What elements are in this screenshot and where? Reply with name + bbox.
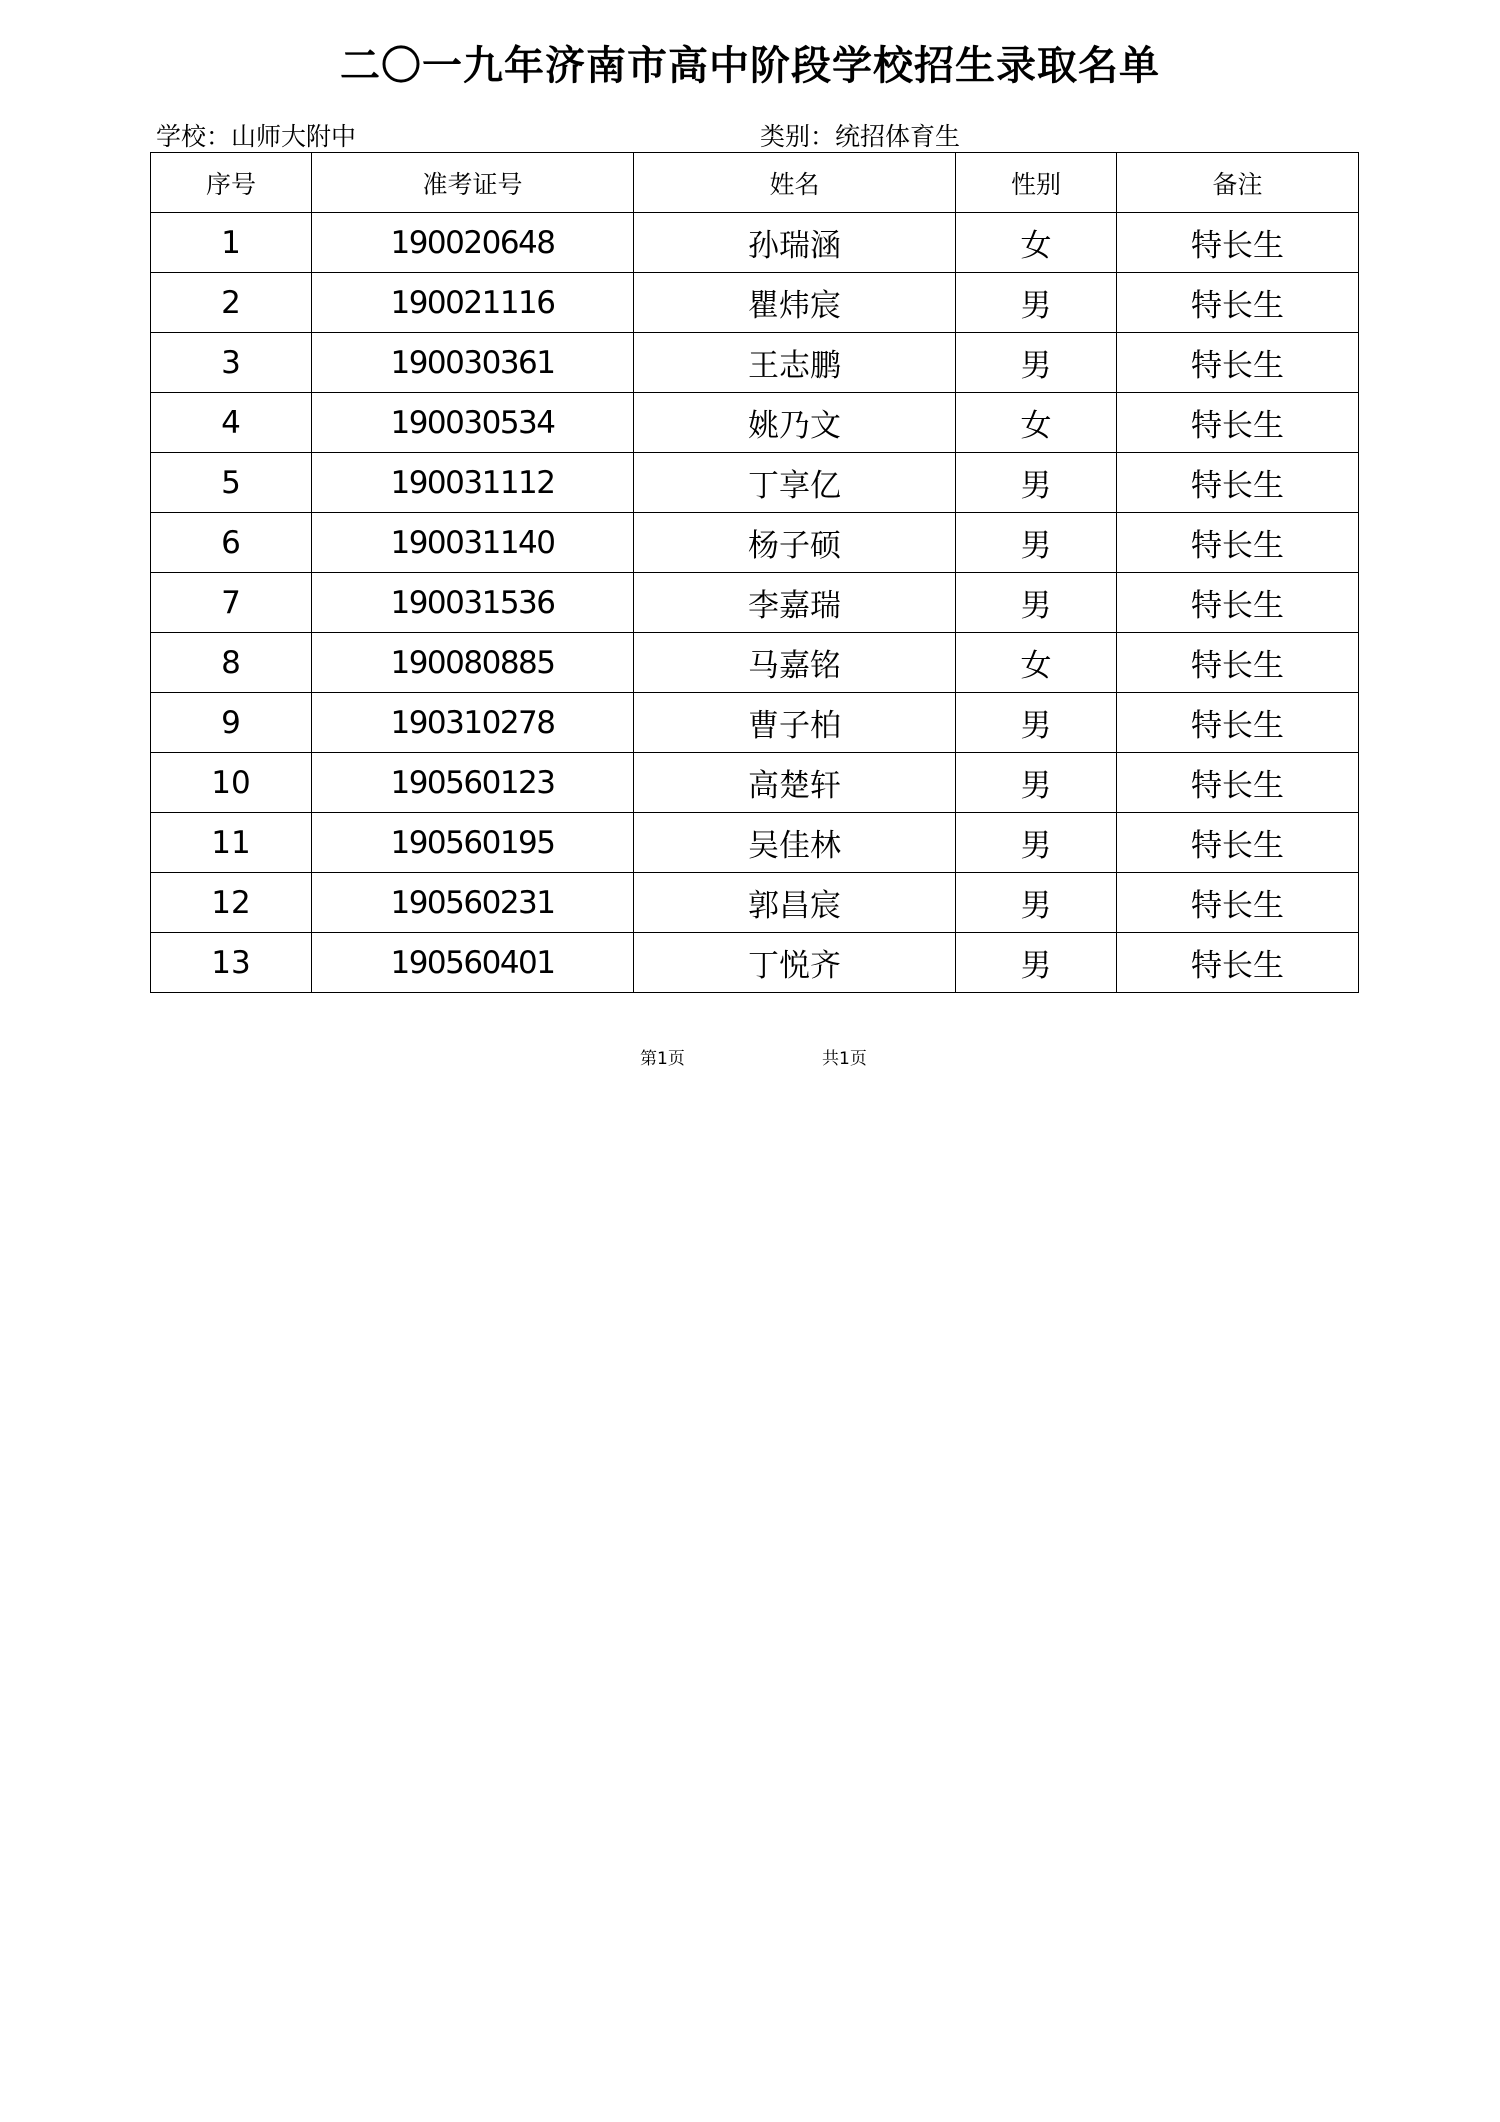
cell-serial: 8 xyxy=(151,633,312,693)
cell-gender: 男 xyxy=(956,573,1117,633)
cell-gender: 男 xyxy=(956,273,1117,333)
table-row xyxy=(151,273,1359,333)
cell-name: 曹子柏 xyxy=(634,693,956,753)
table-row xyxy=(151,633,1359,693)
cell-gender: 男 xyxy=(956,813,1117,873)
cell-serial: 10 xyxy=(151,753,312,813)
footer-page-total: 共1页 xyxy=(822,1049,867,1069)
cell-exam-id: 190031112 xyxy=(312,453,634,513)
cell-remark: 特长生 xyxy=(1117,453,1359,513)
cell-exam-id: 190310278 xyxy=(312,693,634,753)
cell-serial: 7 xyxy=(151,573,312,633)
cell-remark: 特长生 xyxy=(1117,573,1359,633)
cell-gender: 男 xyxy=(956,873,1117,933)
cell-exam-id: 190080885 xyxy=(312,633,634,693)
cell-serial: 13 xyxy=(151,933,312,993)
table-row xyxy=(151,453,1359,513)
cell-serial: 2 xyxy=(151,273,312,333)
cell-name: 丁悦齐 xyxy=(634,933,956,993)
cell-name: 郭昌宸 xyxy=(634,873,956,933)
cell-gender: 男 xyxy=(956,693,1117,753)
header-name: 姓名 xyxy=(634,153,956,213)
cell-serial: 4 xyxy=(151,393,312,453)
cell-exam-id: 190030534 xyxy=(312,393,634,453)
table-row xyxy=(151,333,1359,393)
header-exam-id: 准考证号 xyxy=(312,153,634,213)
cell-gender: 男 xyxy=(956,753,1117,813)
cell-gender: 男 xyxy=(956,333,1117,393)
table-row xyxy=(151,873,1359,933)
table-row xyxy=(151,513,1359,573)
cell-serial: 11 xyxy=(151,813,312,873)
cell-gender: 男 xyxy=(956,933,1117,993)
cell-remark: 特长生 xyxy=(1117,393,1359,453)
header-gender: 性别 xyxy=(956,153,1117,213)
table-row xyxy=(151,753,1359,813)
table-row xyxy=(151,213,1359,273)
cell-name: 杨子硕 xyxy=(634,513,956,573)
cell-remark: 特长生 xyxy=(1117,273,1359,333)
cell-gender: 女 xyxy=(956,213,1117,273)
cell-remark: 特长生 xyxy=(1117,873,1359,933)
cell-remark: 特长生 xyxy=(1117,813,1359,873)
table-body xyxy=(151,213,1359,993)
cell-exam-id: 190560123 xyxy=(312,753,634,813)
cell-remark: 特长生 xyxy=(1117,513,1359,573)
cell-name: 李嘉瑞 xyxy=(634,573,956,633)
header-remark: 备注 xyxy=(1117,153,1359,213)
cell-serial: 3 xyxy=(151,333,312,393)
cell-exam-id: 190020648 xyxy=(312,213,634,273)
cell-exam-id: 190560195 xyxy=(312,813,634,873)
cell-remark: 特长生 xyxy=(1117,933,1359,993)
table-row xyxy=(151,573,1359,633)
footer-page-number: 第1页 xyxy=(640,1049,685,1069)
cell-name: 高楚轩 xyxy=(634,753,956,813)
table-row xyxy=(151,693,1359,753)
cell-remark: 特长生 xyxy=(1117,333,1359,393)
school-label: 学校：山师大附中 xyxy=(156,122,357,151)
cell-gender: 女 xyxy=(956,633,1117,693)
cell-exam-id: 190560401 xyxy=(312,933,634,993)
cell-serial: 9 xyxy=(151,693,312,753)
cell-name: 姚乃文 xyxy=(634,393,956,453)
table-header-row xyxy=(151,153,1359,213)
cell-gender: 女 xyxy=(956,393,1117,453)
cell-exam-id: 190031536 xyxy=(312,573,634,633)
cell-name: 瞿炜宸 xyxy=(634,273,956,333)
cell-exam-id: 190560231 xyxy=(312,873,634,933)
cell-name: 王志鹏 xyxy=(634,333,956,393)
cell-serial: 12 xyxy=(151,873,312,933)
header-serial: 序号 xyxy=(151,153,312,213)
cell-serial: 6 xyxy=(151,513,312,573)
table-row xyxy=(151,813,1359,873)
cell-exam-id: 190031140 xyxy=(312,513,634,573)
cell-serial: 1 xyxy=(151,213,312,273)
cell-name: 马嘉铭 xyxy=(634,633,956,693)
admission-table xyxy=(150,152,1359,993)
cell-serial: 5 xyxy=(151,453,312,513)
cell-remark: 特长生 xyxy=(1117,753,1359,813)
cell-exam-id: 190021116 xyxy=(312,273,634,333)
cell-remark: 特长生 xyxy=(1117,633,1359,693)
cell-gender: 男 xyxy=(956,513,1117,573)
cell-remark: 特长生 xyxy=(1117,213,1359,273)
page-title: 二〇一九年济南市高中阶段学校招生录取名单 xyxy=(340,43,1160,89)
category-label: 类别：统招体育生 xyxy=(760,122,961,151)
cell-gender: 男 xyxy=(956,453,1117,513)
cell-name: 吴佳林 xyxy=(634,813,956,873)
cell-name: 孙瑞涵 xyxy=(634,213,956,273)
cell-exam-id: 190030361 xyxy=(312,333,634,393)
table-row xyxy=(151,933,1359,993)
cell-remark: 特长生 xyxy=(1117,693,1359,753)
table-row xyxy=(151,393,1359,453)
cell-name: 丁享亿 xyxy=(634,453,956,513)
